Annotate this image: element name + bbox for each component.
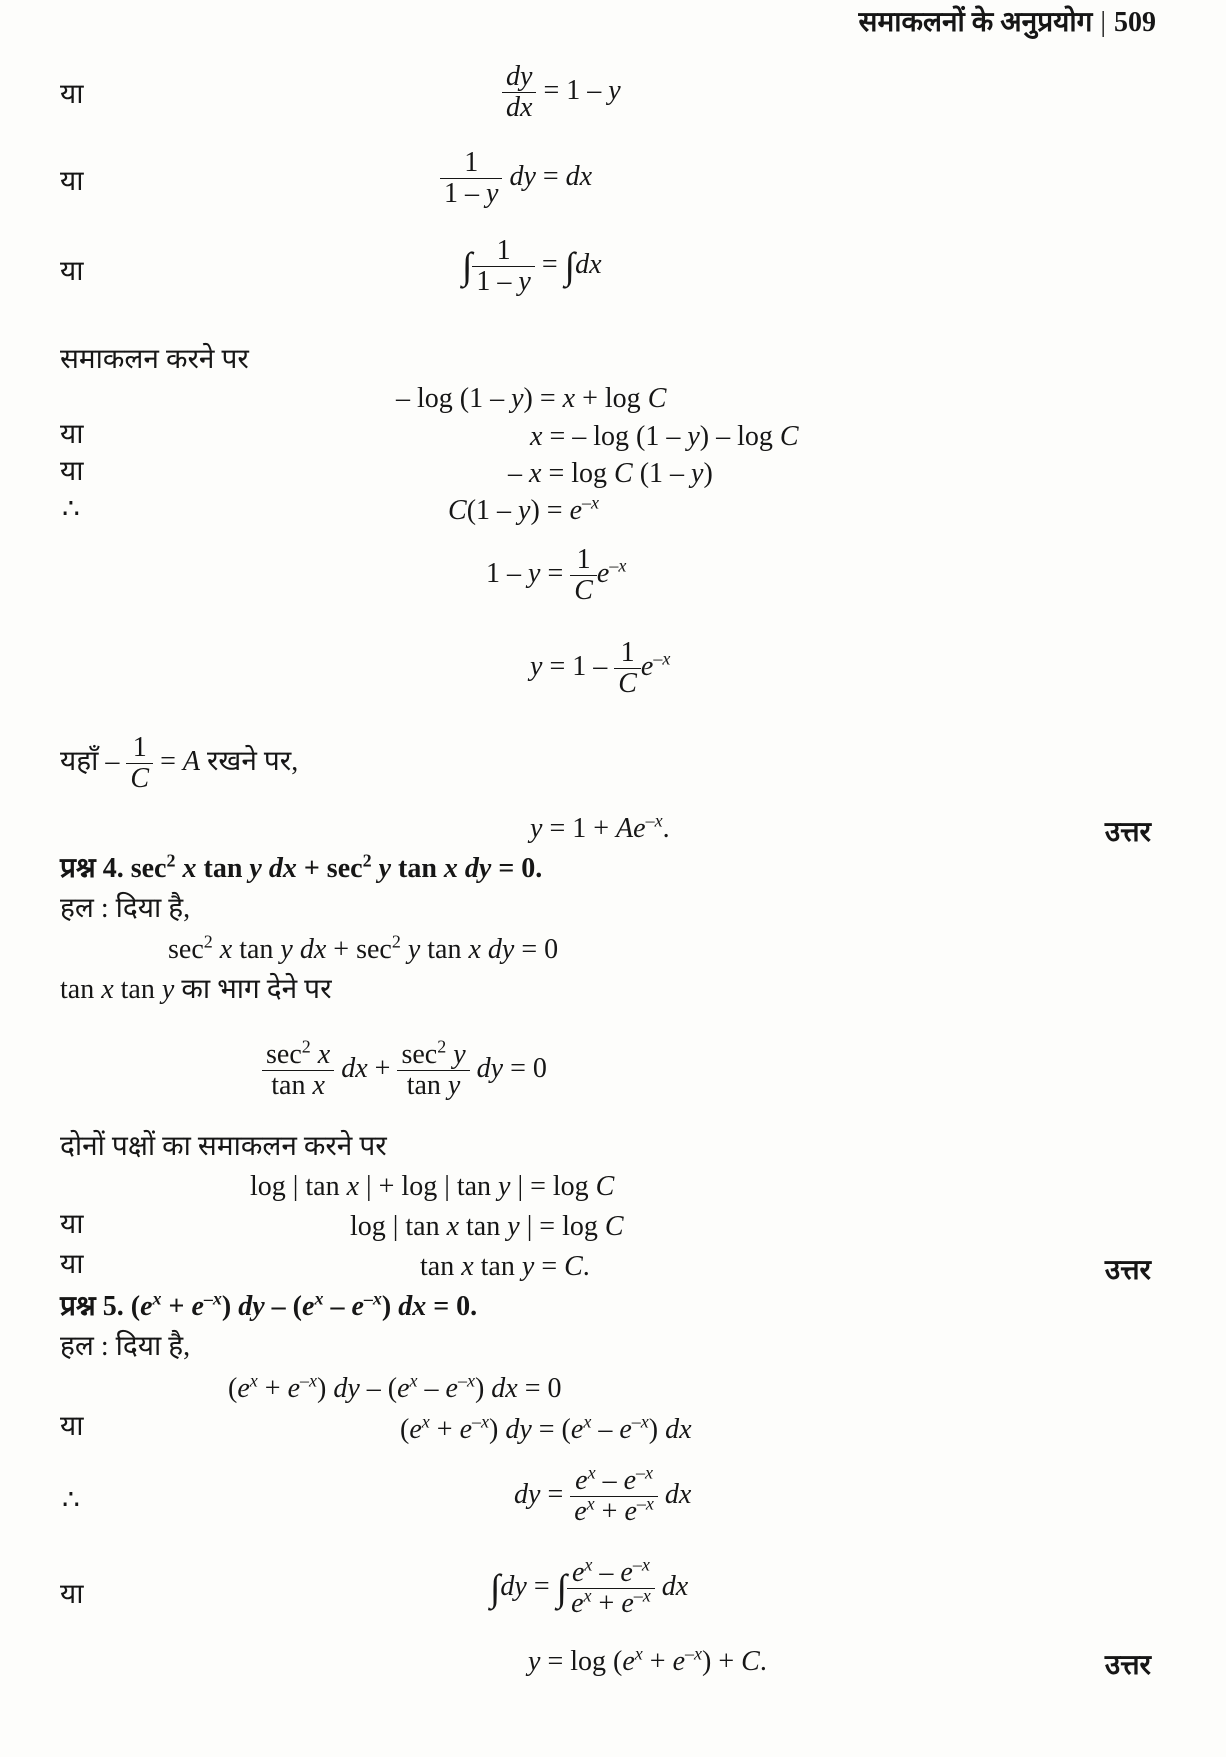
integrating-text: समाकलन करने पर [60, 344, 249, 375]
both-sides-text: दोनों पक्षों का समाकलन करने पर [60, 1131, 387, 1162]
ya-label: या [60, 1209, 84, 1240]
equation: ∫ $\frac{1}{1 - y}$ = ∫dx [462, 235, 602, 297]
question-5-label: प्रश्न 5. [60, 1291, 124, 1322]
dividing-line: tan x tan y का भाग देने पर [60, 974, 332, 1005]
ya-label: या [60, 1579, 84, 1610]
equation: ∫dy = ∫ $\frac{e^x - e^{-x}}{e^x + e^{-x}}$ dx [490, 1554, 689, 1619]
page-number: 509 [1114, 7, 1156, 38]
equation: $\frac{1}{1 - y}$ dy = dx [440, 148, 592, 209]
answer-label: उत्तर [1104, 1255, 1151, 1286]
ya-label: या [60, 1411, 84, 1442]
equation: $\sec^2 x$ tan y dx + $\sec^2 y$ tan x dy = 0 [168, 931, 559, 965]
ya-label: या [60, 256, 84, 287]
answer-label: उत्तर [1104, 1650, 1151, 1681]
equation: $(e^x + e^{-x})$ dy = $(e^x - e^{-x})$ dx [400, 1411, 692, 1445]
question-4-label: प्रश्न 4. [60, 853, 124, 884]
equation: – log (1 – y) = x + log C [396, 383, 667, 414]
equation: $y = \log (e^x + e^{-x}) + C$. [528, 1643, 767, 1677]
therefore-symbol: ∴ [62, 1485, 80, 1516]
equation: log | tan x | + log | tan y | = log C [250, 1171, 615, 1202]
answer-label: उत्तर [1104, 817, 1151, 848]
given-text: हल : दिया है, [60, 1331, 191, 1362]
putting-prefix: यहाँ – [60, 745, 120, 777]
equation: $C(1 - y) = e^{-x}$ [448, 492, 600, 526]
equation: $\frac{\sec^2 x}{\text{tan x}}$ dx + $\frac{\sec^2 y}{\text{tan y}}$ dy = 0 [262, 1040, 547, 1101]
equation: – x = log C (1 – y) [508, 458, 713, 489]
question-5: प्रश्न 5. $(e^x + e^{-x})$ dy – $(e^x - e^{-x})$ dx = 0. [60, 1288, 478, 1322]
equation: log | tan x tan y | = log C [350, 1211, 624, 1242]
equation: $(e^x + e^{-x})$ dy – $(e^x - e^{-x})$ dx = 0 [228, 1370, 562, 1404]
putting-suffix: रखने पर, [206, 745, 299, 777]
equation: y = 1 – $\frac{1}{C}$ $e^{-x}$ [530, 637, 671, 699]
ya-label: या [60, 166, 84, 197]
equation: $\frac{dy}{dx}$ = 1 – y [502, 62, 621, 123]
substitution-line: यहाँ – $\frac{1}{C}$ = A रखने पर, [60, 732, 299, 794]
ya-label: या [60, 456, 84, 487]
equation: 1 – y = $\frac{1}{C}$ $e^{-x}$ [486, 544, 627, 606]
equation: x = – log (1 – y) – log C [530, 421, 799, 452]
ya-label: या [60, 419, 84, 450]
given-text: हल : दिया है, [60, 893, 191, 924]
chapter-title: समाकलनों के अनुप्रयोग [858, 7, 1093, 38]
question-4: प्रश्न 4. $\sec^2 x$ tan y dx + $\sec^2 y$ tan x dy = 0. [60, 850, 543, 884]
dividing-text: का भाग देने पर [181, 974, 332, 1005]
therefore-symbol: ∴ [62, 494, 80, 525]
ya-label: या [60, 1249, 84, 1280]
equation: $y = 1 + Ae^{-x}$. [530, 810, 670, 844]
running-header: समाकलनों के अनुप्रयोग | 509 [858, 7, 1156, 38]
equation: dy = $\frac{e^x - e^{-x}}{e^x + e^{-x}}$ dx [514, 1462, 692, 1527]
ya-label: या [60, 79, 84, 110]
equation: tan x tan y = C. [420, 1251, 590, 1282]
